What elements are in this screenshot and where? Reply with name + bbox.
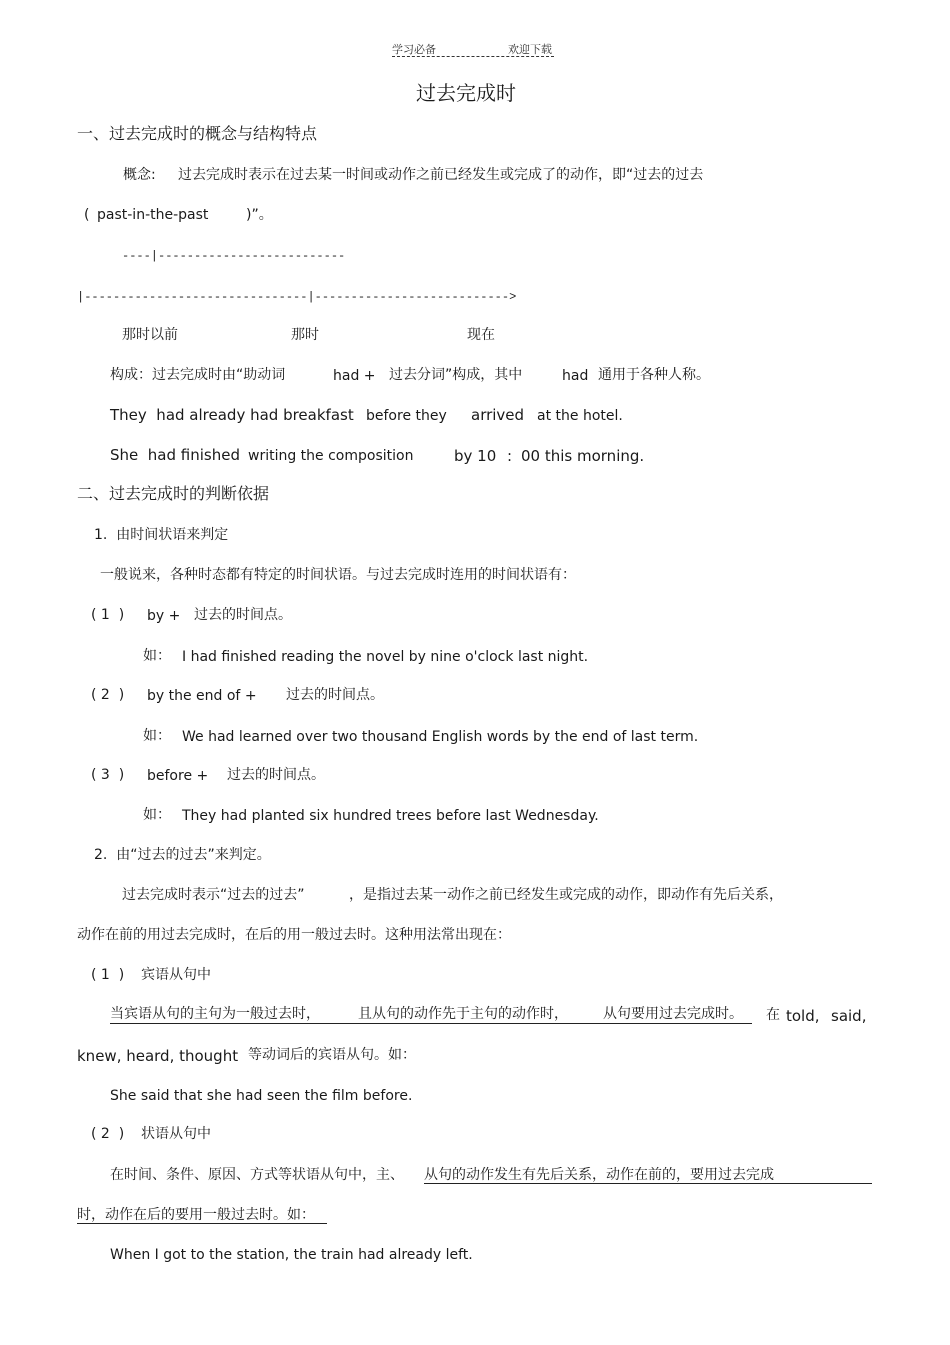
concept-label: 概念: [123, 167, 156, 183]
point-2-text: 过去的时间点。 [286, 687, 384, 703]
object-words: knew, heard, thought [77, 1047, 239, 1065]
example-1-a: They had already had breakfast [110, 406, 354, 424]
description-b: ，是指过去某一动作之前已经发生或完成的动作，即动作有先后关系， [349, 887, 783, 903]
adverbial-rule-b: 从句的动作发生有先后关系，动作在前的，要用过去完成 [424, 1167, 774, 1183]
object-rule-part-1: 当宾语从句的主句为一般过去时， [110, 1006, 320, 1022]
point-1-text: 过去的时间点。 [194, 607, 292, 623]
object-rule-in: 在 [766, 1007, 780, 1023]
adverbial-clause-number: ( 2 ) [91, 1126, 125, 1142]
point-3-example-label: 如： [143, 807, 171, 823]
header-right: 欢迎下载 [508, 43, 552, 56]
header-left: 学习必备 [392, 43, 436, 56]
point-2-example-label: 如： [143, 728, 171, 744]
timeline-label-then: 那时 [291, 327, 319, 343]
object-clause-number: ( 1 ) [91, 967, 125, 983]
example-1-b: before they [366, 408, 447, 424]
object-rule-underline [110, 1023, 752, 1024]
example-2-e: 00 this morning. [521, 447, 645, 465]
adverbial-rule-a: 在时间、条件、原因、方式等状语从句中，主、 [110, 1167, 404, 1183]
description-c: 动作在前的用过去完成时，在后的用一般过去时。这种用法常出现在： [77, 927, 511, 943]
adverbial-rule-c: 时，动作在后的要用一般过去时。如： [77, 1207, 315, 1223]
item-1: 1. 由时间状语来判定 [94, 527, 229, 543]
concept-text: 过去完成时表示在过去某一时间或动作之前已经发生或完成了的动作，即“过去的过去 [178, 167, 704, 183]
adverbial-example: When I got to the station, the train had already left. [110, 1247, 473, 1263]
point-3-keyword: before + [147, 768, 209, 784]
object-tail: 等动词后的宾语从句。如： [248, 1047, 416, 1063]
point-1-example-label: 如： [143, 648, 171, 664]
page-title: 过去完成时 [416, 81, 516, 105]
object-word-said: said, [831, 1007, 867, 1025]
item-2: 2. 由“过去的过去”来判定。 [94, 847, 271, 863]
timeline-label-before: 那时以前 [122, 327, 178, 343]
timeline-line-2: |-------------------------------|---------------------------> [77, 290, 517, 304]
example-2-d: : [507, 447, 513, 465]
intro-text: 一般说来，各种时态都有特定的时间状语。与过去完成时连用的时间状语有： [100, 567, 576, 583]
point-2-example: We had learned over two thousand English words by the end of last term. [182, 729, 699, 745]
object-rule-part-3: 从句要用过去完成时。 [603, 1006, 743, 1022]
point-3-number: ( 3 ) [91, 767, 125, 783]
object-rule-part-2: 且从句的动作先于主句的动作时， [358, 1006, 568, 1022]
timeline-line-1: ----|-------------------------- [122, 249, 346, 263]
example-2-b: writing the composition [248, 448, 414, 464]
adverbial-clause-title: 状语从句中 [141, 1126, 211, 1142]
structure-had-2: had [562, 368, 589, 384]
example-2-c: by 10 [454, 447, 497, 465]
concept-term: past-in-the-past [97, 207, 209, 223]
object-example: She said that she had seen the film before. [110, 1088, 413, 1104]
object-word-told: told, [786, 1007, 820, 1025]
section-1-heading: 一、过去完成时的概念与结构特点 [77, 124, 318, 143]
example-1-d: at the hotel. [537, 408, 623, 424]
timeline-label-now: 现在 [467, 327, 495, 343]
adverbial-rule-underline-1 [424, 1183, 872, 1184]
section-2-heading: 二、过去完成时的判断依据 [77, 484, 270, 503]
structure-text-b: 过去分词”构成，其中 [389, 367, 523, 383]
header-divider [392, 56, 554, 57]
example-1-c: arrived [471, 406, 525, 424]
structure-text-c: 通用于各种人称。 [598, 367, 710, 383]
concept-close: )”。 [246, 207, 273, 223]
structure-text-a: 构成：过去完成时由“助动词 [110, 367, 286, 383]
point-2-number: ( 2 ) [91, 687, 125, 703]
point-3-text: 过去的时间点。 [227, 767, 325, 783]
concept-open-paren: ( [84, 207, 90, 223]
object-clause-title: 宾语从句中 [141, 967, 211, 983]
point-1-number: ( 1 ) [91, 607, 125, 623]
point-1-example: I had finished reading the novel by nine o'clock last night. [182, 649, 589, 665]
adverbial-rule-underline-2 [77, 1223, 327, 1224]
structure-had: had + [333, 368, 376, 384]
description-a: 过去完成时表示“过去的过去” [122, 887, 305, 903]
example-2-a: She had finished [110, 446, 240, 464]
point-1-keyword: by + [147, 608, 181, 624]
point-3-example: They had planted six hundred trees before last Wednesday. [182, 808, 599, 824]
point-2-keyword: by the end of + [147, 688, 257, 704]
